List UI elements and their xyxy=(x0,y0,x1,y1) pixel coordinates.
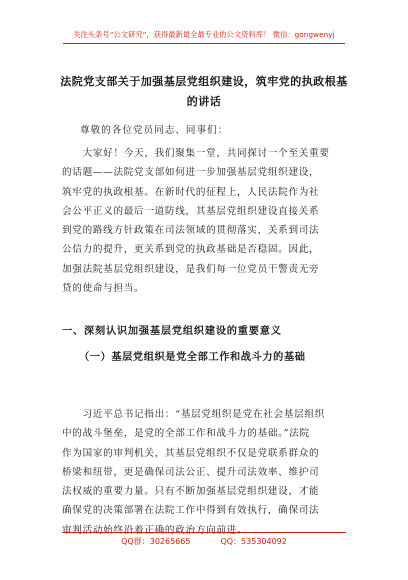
footer-qq-group: QQ群：30265665 xyxy=(121,537,191,546)
document-title xyxy=(50,72,358,112)
footer-contact xyxy=(0,536,408,547)
paragraph-line: 加强法院基层党组织建设，是我们每一位党员干警责无旁 xyxy=(62,263,320,275)
paragraph-line: 到党的路线方针政策在司法领域的贯彻落实，关系到司法 xyxy=(62,225,320,237)
header-divider xyxy=(63,43,345,44)
paragraph-line: 的话题——法院党支部如何进一步加强基层党组织建设， xyxy=(62,167,320,179)
header-banner: 关注头条号“公文研究”，获得最新最全最专业的公文资料库！ 微信：gongwenyj xyxy=(73,30,335,39)
paragraph-line: 大家好！今天，我们聚集一堂，共同探讨一个至关重要 xyxy=(62,148,330,159)
paragraph-line: 会公平正义的最后一道防线，其基层党组织建设直接关系 xyxy=(62,205,320,217)
paragraph-line: 作为国家的审判机关，其基层党组织不仅是党联系群众的 xyxy=(62,447,320,459)
section-heading: 一、深刻认识加强基层党组织建设的重要意义 xyxy=(62,325,282,337)
title-line: 的讲话 xyxy=(186,95,222,108)
title-line: 法院党支部关于加强基层党组织建设，筑牢党的执政根基 xyxy=(60,75,348,88)
paragraph-line: 审判活动始终沿着正确的政治方向前进。 xyxy=(62,524,248,536)
paragraph-line: 确保党的决策部署在法院工作中得到有效执行，确保司法 xyxy=(62,505,320,517)
footer-qq: QQ：535304092 xyxy=(220,537,287,546)
paragraph-line: 习近平总书记指出：“基层党组织是党在社会基层组织 xyxy=(62,409,325,420)
paragraph-line: 法权威的重要力量。只有不断加强基层党组织建设，才能 xyxy=(62,486,320,498)
paragraph-line: 筑牢党的执政根基。在新时代的征程上，人民法院作为社 xyxy=(62,186,320,198)
subsection-heading: （一）基层党组织是党全部工作和战斗力的基础 xyxy=(79,351,306,363)
paragraph-intro xyxy=(62,144,348,298)
paragraph-body xyxy=(62,405,348,540)
paragraph-line: 桥梁和纽带，更是确保司法公正、提升司法效率、维护司 xyxy=(62,466,320,478)
paragraph-line: 贷的使命与担当。 xyxy=(62,283,145,295)
footer-divider xyxy=(62,532,346,533)
paragraph-line: 中的战斗堡垒，是党的全部工作和战斗力的基础。”法院 xyxy=(62,428,310,440)
paragraph-line: 公信力的提升，更关系到党的执政基础是否稳固。因此， xyxy=(62,244,320,256)
salutation: 尊敬的各位党员同志、同事们： xyxy=(80,125,229,136)
